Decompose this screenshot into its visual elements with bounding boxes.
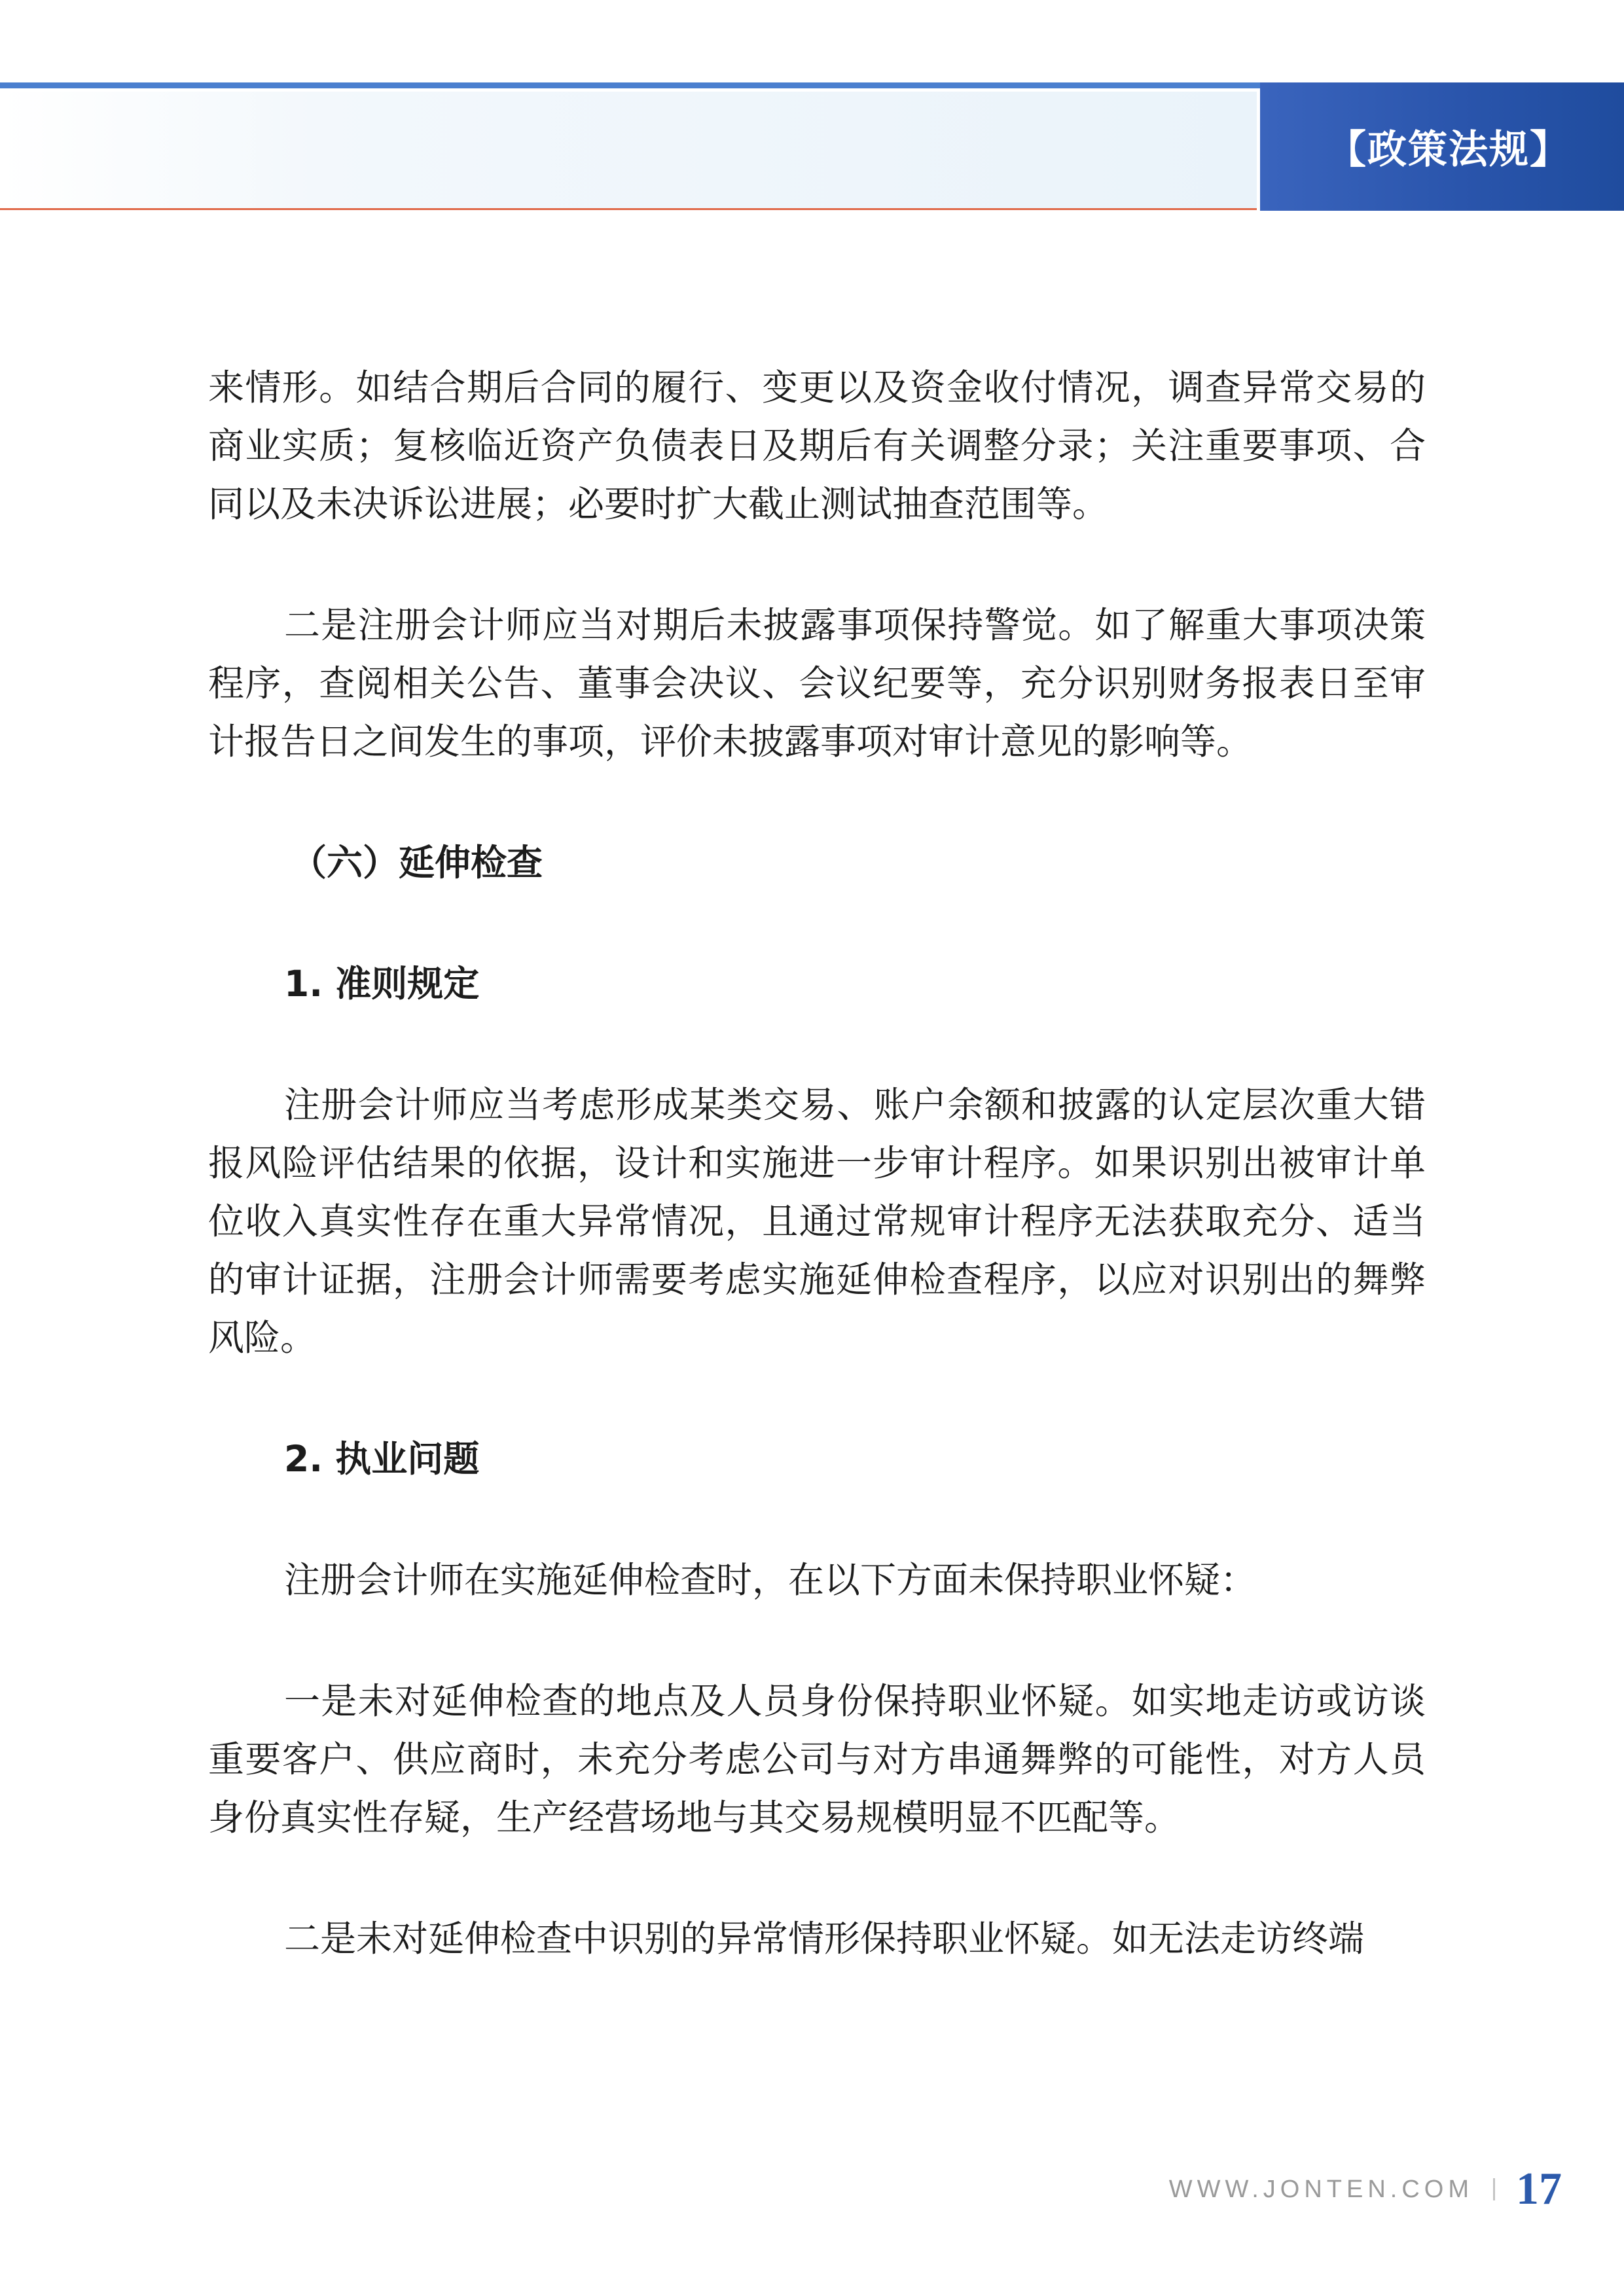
paragraph-4: 注册会计师在实施延伸检查时，在以下方面未保持职业怀疑： [284, 1559, 1257, 1601]
header-top-rule [0, 82, 1263, 88]
subheading-issues: 2. 执业问题 [284, 1438, 480, 1480]
paragraph-2: 二是注册会计师应当对期后未披露事项保持警觉。如了解重大事项决策程序，查阅相关公告、董事会决议、会议纪要等，充分识别财务报表日至审计报告日之间发生的事项，评价未披露事项对审计意见的影响等。 [208, 604, 1426, 762]
header-band [0, 92, 1257, 210]
section-tag-label: 【政策法规】 [1327, 127, 1570, 173]
paragraph-1: 来情形。如结合期后合同的履行、变更以及资金收付情况，调查异常交易的商业实质；复核临近资产负债表日及期后有关调整分录；关注重要事项、合同以及未决诉讼进展；必要时扩大截止测试抽查范围等。 [208, 367, 1426, 525]
paragraph-6: 二是未对延伸检查中识别的异常情形保持职业怀疑。如无法走访终端 [284, 1918, 1365, 1960]
footer-divider [1493, 2178, 1495, 2200]
section-heading: （六）延伸检查 [291, 842, 543, 884]
paragraph-5: 一是未对延伸检查的地点及人员身份保持职业怀疑。如实地走访或访谈重要客户、供应商时，未充分考虑公司与对方串通舞弊的可能性，对方人员身份真实性存疑，生产经营场地与其交易规模明显不匹配等。 [208, 1680, 1426, 1839]
page-footer [1169, 2160, 1562, 2219]
subheading-standard: 1. 准则规定 [284, 963, 480, 1005]
paragraph-3: 注册会计师应当考虑形成某类交易、账户余额和披露的认定层次重大错报风险评估结果的依据，设计和实施进一步审计程序。如果识别出被审计单位收入真实性存在重大异常情况，且通过常规审计程序无法获取充分、适当的审计证据，注册会计师需要考虑实施延伸检查程序，以应对识别出的舞弊风险。 [208, 1084, 1426, 1359]
section-tag [1260, 82, 1624, 211]
website-link[interactable]: WWW.JONTEN.COM [1168, 2175, 1473, 2203]
page-number: 17 [1516, 2164, 1562, 2214]
page-body [208, 359, 1426, 1968]
